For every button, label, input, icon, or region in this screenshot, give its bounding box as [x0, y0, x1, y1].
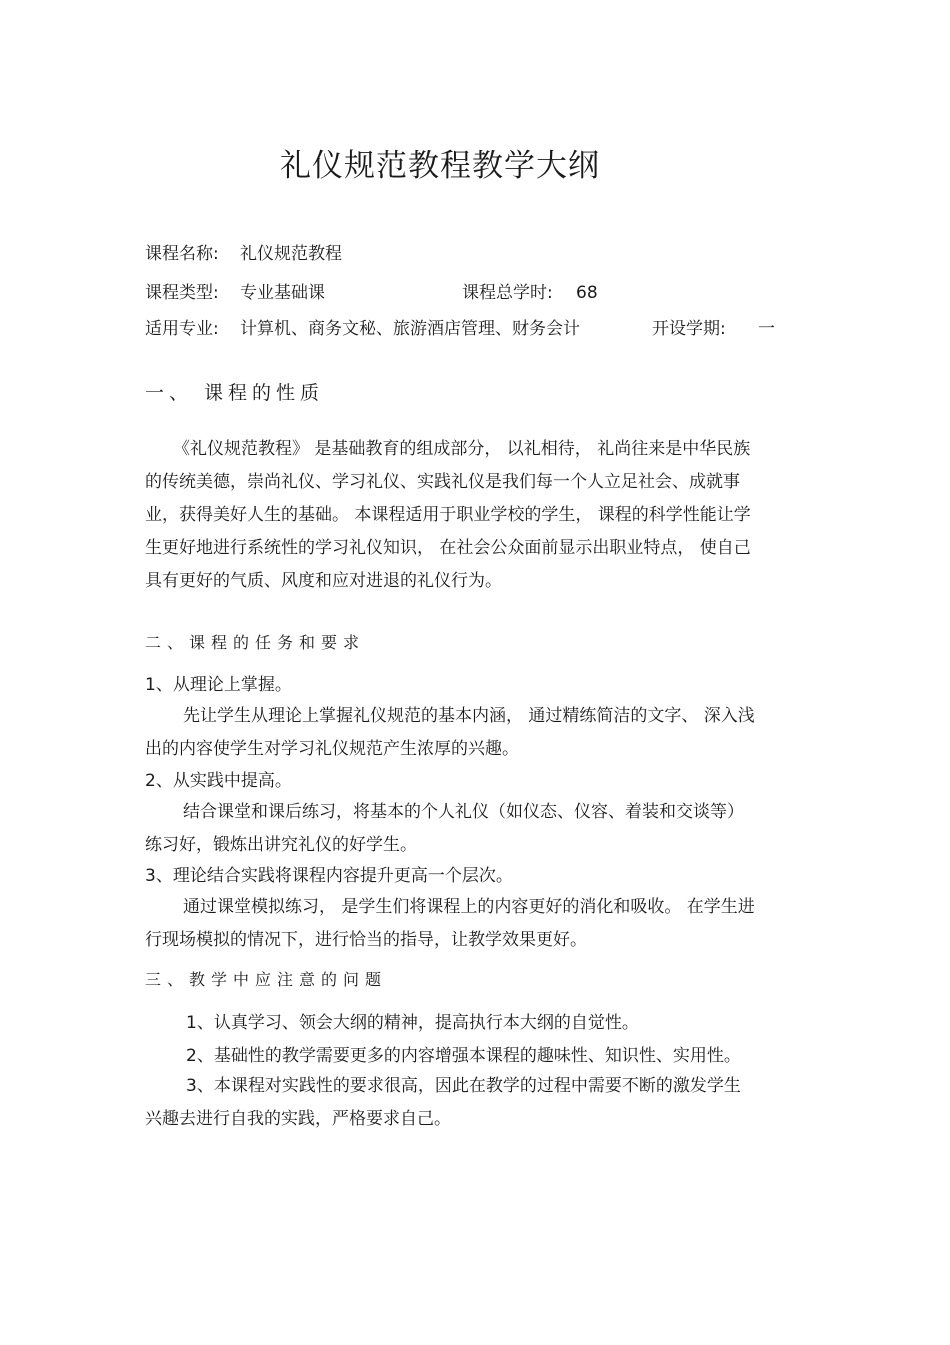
- term-value: 一: [758, 319, 775, 339]
- task-item-3-title: 3、理论结合实践将课程内容提升更高一个层次。: [145, 866, 513, 886]
- task-item-3-paragraph: [145, 891, 755, 957]
- note-item-2: 2、基础性的教学需要更多的内容增强本课程的趣味性、知识性、实用性。: [186, 1046, 741, 1066]
- major-label: 适用专业:: [145, 319, 219, 339]
- paragraph-line: 业，获得美好人生的基础。 本课程适用于职业学校的学生， 课程的科学性能让学: [145, 505, 751, 525]
- paragraph-line: 通过课堂模拟练习， 是学生们将课程上的内容更好的消化和吸收。 在学生进: [183, 897, 755, 917]
- paragraph-line: 行现场模拟的情况下，进行恰当的指导，让教学效果更好。: [145, 930, 587, 950]
- course-name-label: 课程名称:: [145, 244, 219, 264]
- note-item-1: 1、认真学习、领会大纲的精神，提高执行本大纲的自觉性。: [186, 1013, 639, 1033]
- term-label: 开设学期:: [652, 319, 726, 339]
- course-type-label: 课程类型:: [145, 283, 219, 303]
- paragraph-line: 的传统美德，崇尚礼仪、学习礼仪、实践礼仪是我们每一个人立足社会、成就事: [145, 472, 740, 492]
- course-name-value: 礼仪规范教程: [240, 244, 342, 264]
- task-item-1-title: 1、从理论上掌握。: [145, 675, 292, 695]
- task-item-1-paragraph: [145, 700, 755, 766]
- section-heading-nature: 一、 课程的性质: [145, 382, 325, 404]
- paragraph-line: 结合课堂和课后练习，将基本的个人礼仪（如仪态、仪容、着装和交谈等）: [183, 802, 744, 822]
- document-title: 礼仪规范教程教学大纲: [280, 148, 600, 184]
- section-nature-paragraph: [145, 433, 751, 598]
- paragraph-line: 出的内容使学生对学习礼仪规范产生浓厚的兴趣。: [145, 739, 519, 759]
- task-item-2-title: 2、从实践中提高。: [145, 771, 292, 791]
- section-heading-notes: 三、教学中应注意的问题: [145, 970, 388, 989]
- course-hours-value: 68: [576, 283, 598, 303]
- task-item-2-paragraph: [145, 796, 744, 862]
- major-value: 计算机、商务文秘、旅游酒店管理、财务会计: [240, 319, 580, 339]
- paragraph-line: 练习好，锻炼出讲究礼仪的好学生。: [145, 835, 417, 855]
- paragraph-line: 生更好地进行系统性的学习礼仪知识， 在社会公众面前显示出职业特点， 使自己: [145, 538, 751, 558]
- paragraph-line: 具有更好的气质、风度和应对进退的礼仪行为。: [145, 571, 502, 591]
- paragraph-line: 先让学生从理论上掌握礼仪规范的基本内涵， 通过精练简洁的文字、 深入浅: [183, 706, 755, 726]
- paragraph-line: 兴趣去进行自我的实践，严格要求自己。: [145, 1109, 451, 1129]
- paragraph-line: 《礼仪规范教程》 是基础教育的组成部分， 以礼相待， 礼尚往来是中华民族: [173, 439, 751, 459]
- course-hours-label: 课程总学时:: [462, 283, 553, 303]
- note-item-3-paragraph: [145, 1070, 741, 1136]
- course-type-value: 专业基础课: [240, 283, 325, 303]
- paragraph-line: 3、本课程对实践性的要求很高，因此在教学的过程中需要不断的激发学生: [186, 1076, 741, 1096]
- section-heading-tasks: 二、课程的任务和要求: [145, 633, 366, 652]
